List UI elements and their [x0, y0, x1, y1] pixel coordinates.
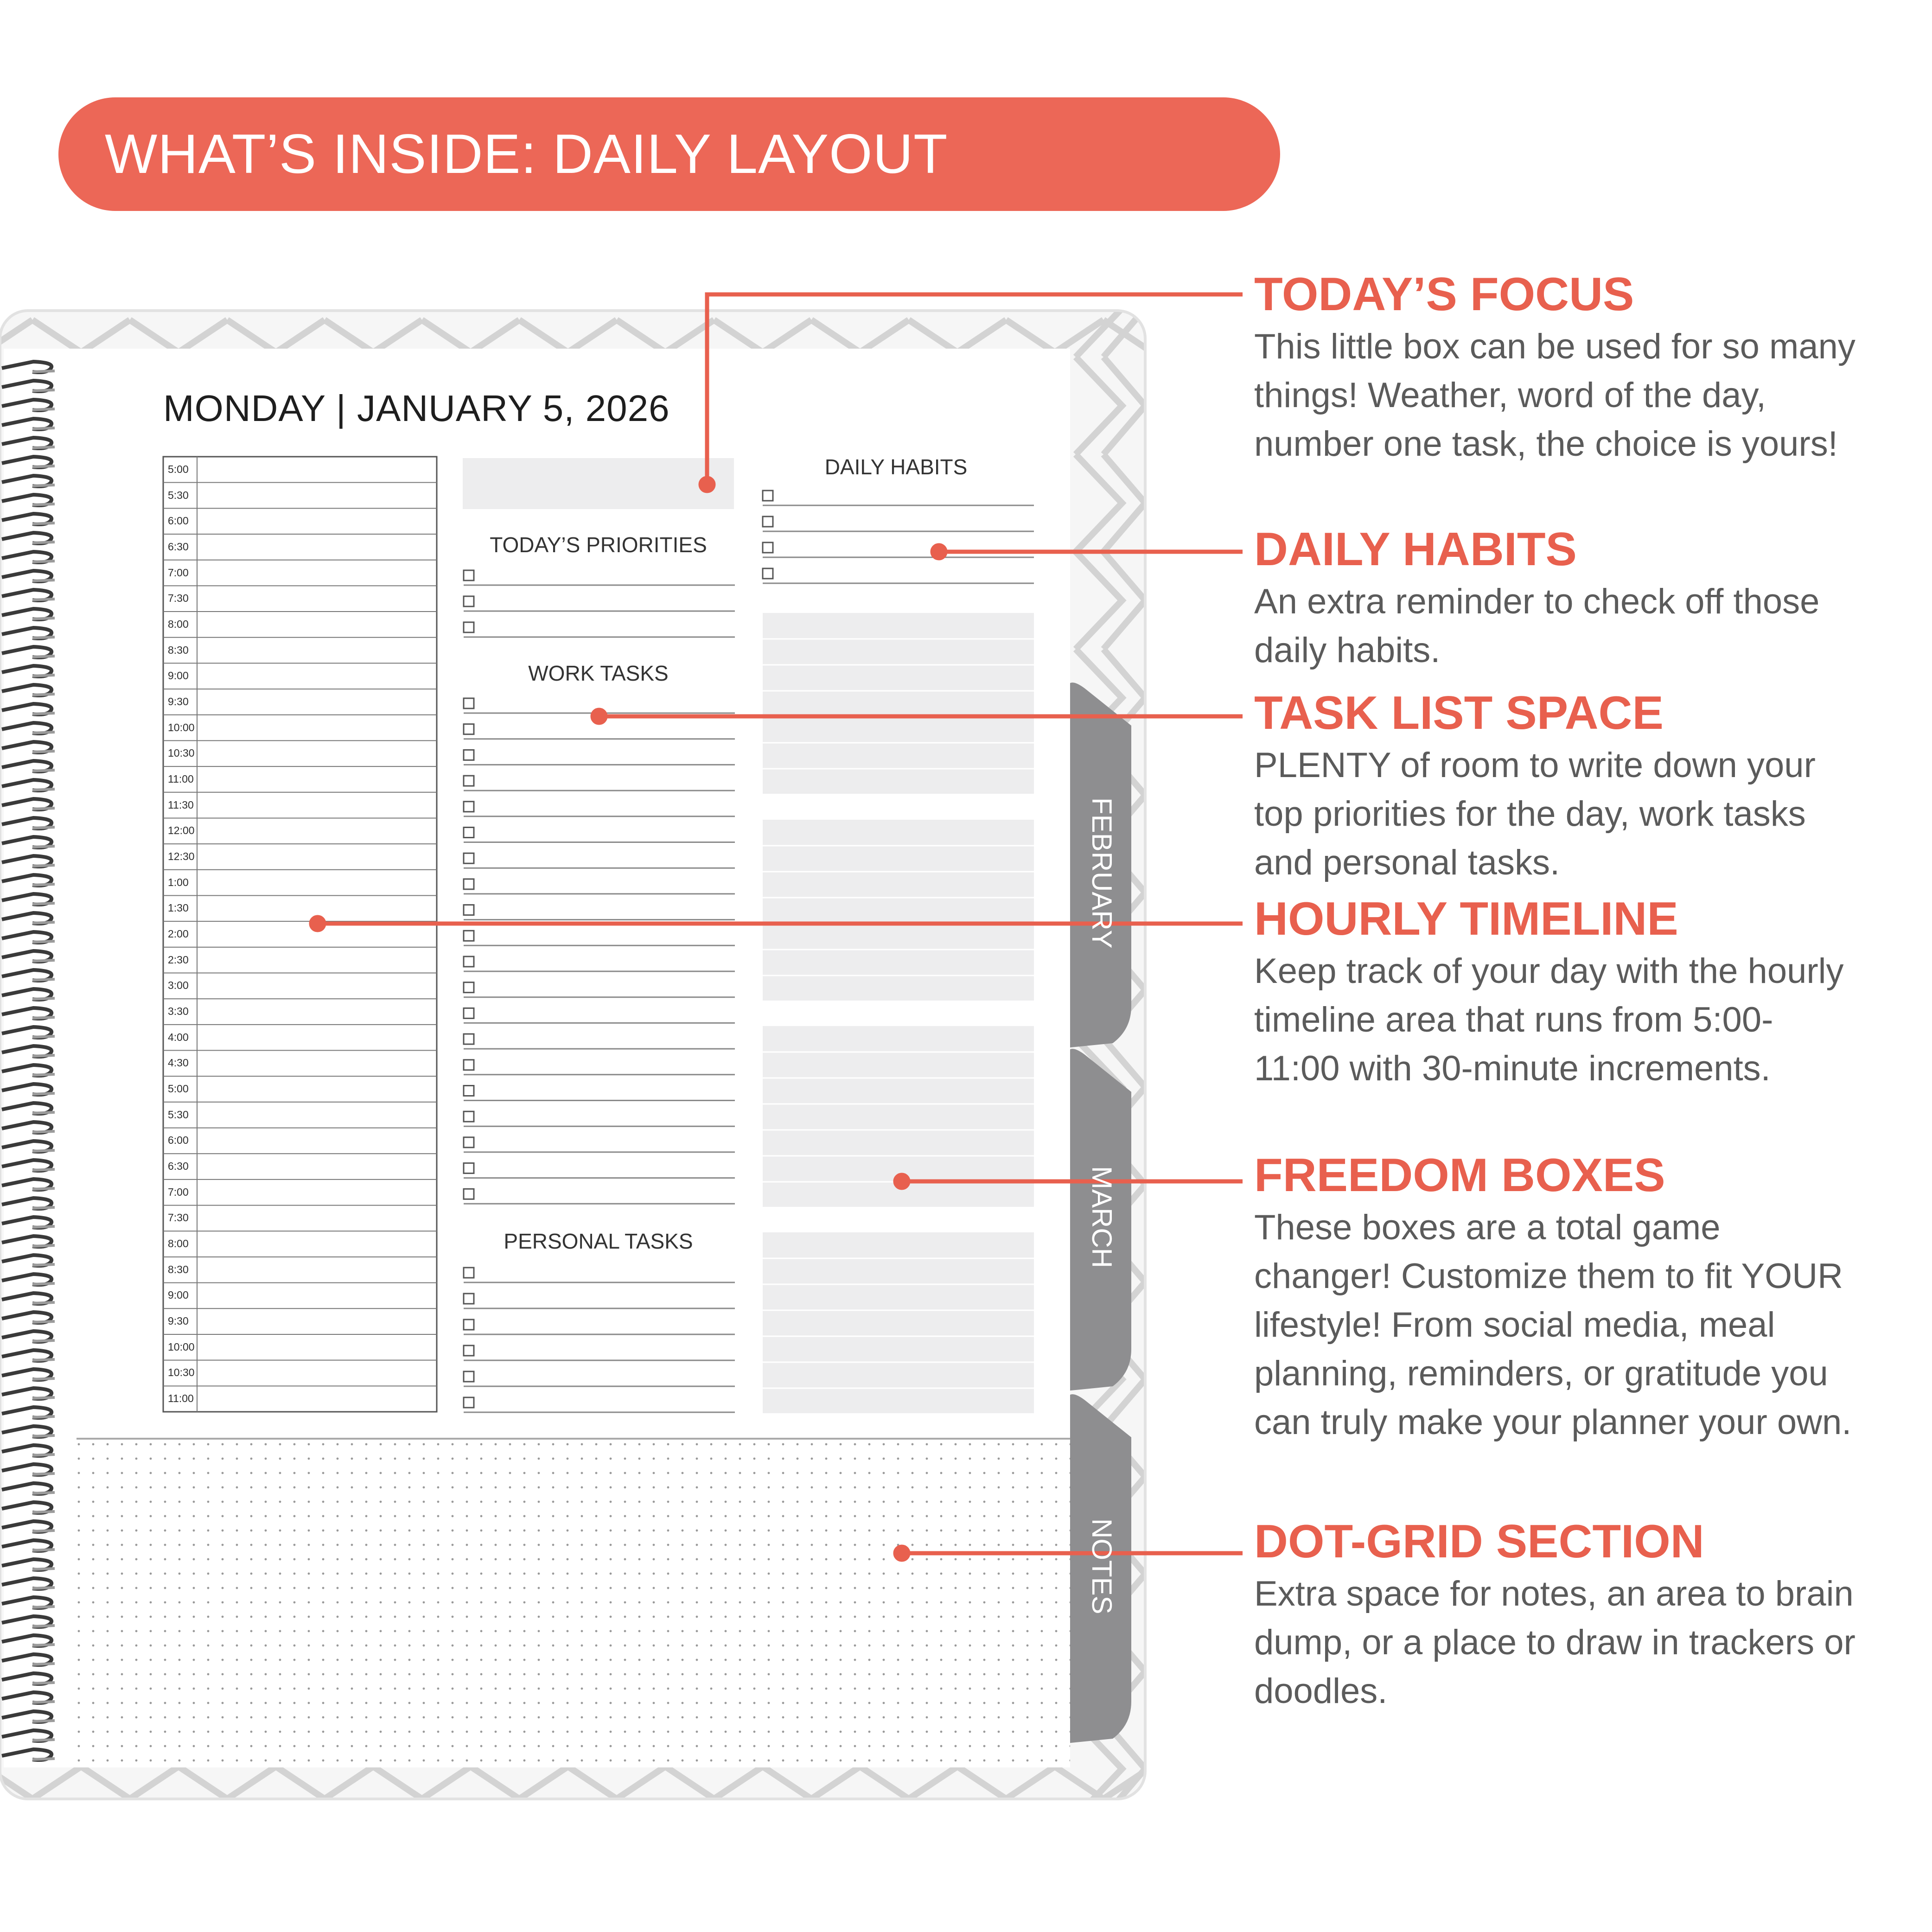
callout-heading: DAILY HABITS — [1254, 523, 1577, 575]
tab-notes[interactable]: NOTES — [1086, 1518, 1117, 1614]
time-label: 9:00 — [168, 670, 189, 682]
time-label: 7:30 — [168, 592, 189, 605]
callout-task-list-space — [1254, 685, 1857, 887]
callout-body: An extra reminder to check off those daily habits. — [1254, 582, 1820, 670]
time-label: 1:30 — [168, 902, 189, 914]
time-label: 7:30 — [168, 1211, 189, 1224]
time-label: 8:00 — [168, 618, 189, 630]
time-label: 5:30 — [168, 1108, 189, 1121]
callout-heading: DOT-GRID SECTION — [1254, 1516, 1704, 1568]
time-label: 5:00 — [168, 463, 189, 475]
time-label: 5:30 — [168, 489, 189, 501]
callout-freedom-boxes — [1254, 1148, 1857, 1447]
time-label: 9:00 — [168, 1289, 189, 1301]
callout-hourly-timeline — [1254, 891, 1857, 1093]
time-label: 12:00 — [168, 824, 195, 837]
time-label: 11:00 — [168, 772, 194, 785]
callout-daily-habits — [1254, 522, 1857, 675]
tab-february[interactable]: FEBRUARY — [1086, 797, 1117, 949]
time-label: 7:00 — [168, 1186, 189, 1198]
time-label: 6:30 — [168, 1160, 189, 1173]
freedom-box — [763, 820, 1034, 1001]
daily-habits-heading: DAILY HABITS — [824, 455, 968, 479]
time-label: 2:30 — [168, 953, 189, 966]
callout-body: This little box can be used for so many things! Weather, word of the day, number one task, the choice is yours! — [1254, 327, 1855, 464]
callout-heading: HOURLY TIMELINE — [1254, 893, 1678, 945]
tab-march[interactable]: MARCH — [1086, 1166, 1117, 1268]
time-label: 10:00 — [168, 1340, 195, 1353]
time-label: 9:30 — [168, 695, 189, 708]
callout-body: These boxes are a total game changer! Customize them to fit YOUR lifestyle! From social media, meal planning, reminders, or gratitude you can truly make your planner your own. — [1254, 1208, 1852, 1442]
dot-grid-section — [77, 1442, 1070, 1766]
freedom-box — [763, 613, 1034, 794]
todays-focus-box — [463, 458, 734, 509]
time-label: 10:30 — [168, 1366, 195, 1379]
hourly-timeline — [163, 457, 437, 1412]
callout-body: Keep track of your day with the hourly timeline area that runs from 5:00-11:00 with 30-minute increments. — [1254, 951, 1844, 1088]
time-label: 1:00 — [168, 876, 189, 888]
time-label: 12:30 — [168, 850, 195, 862]
callout-todays-focus — [1254, 267, 1857, 468]
time-label: 11:00 — [168, 1392, 194, 1405]
time-label: 5:00 — [168, 1083, 189, 1095]
time-label: 8:30 — [168, 1263, 189, 1275]
time-label: 6:30 — [168, 540, 189, 553]
callout-body: Extra space for notes, an area to brain dump, or a place to draw in trackers or doodles. — [1254, 1574, 1855, 1711]
time-label: 11:30 — [168, 798, 194, 811]
time-label: 8:00 — [168, 1237, 189, 1250]
time-label: 7:00 — [168, 566, 189, 579]
time-label: 3:30 — [168, 1005, 189, 1018]
date-title: MONDAY | JANUARY 5, 2026 — [163, 388, 670, 429]
time-label: 6:00 — [168, 1134, 189, 1147]
callout-heading: FREEDOM BOXES — [1254, 1149, 1665, 1201]
time-label: 4:00 — [168, 1031, 189, 1043]
time-label: 6:00 — [168, 515, 189, 527]
priorities-heading: TODAY’S PRIORITIES — [490, 533, 707, 557]
callout-dot-grid-section — [1254, 1514, 1857, 1715]
freedom-box — [763, 1232, 1034, 1413]
banner-title: WHAT’S INSIDE: DAILY LAYOUT — [105, 123, 948, 185]
work-tasks-heading: WORK TASKS — [528, 661, 669, 685]
personal-tasks-heading: PERSONAL TASKS — [504, 1229, 693, 1253]
time-label: 8:30 — [168, 644, 189, 656]
time-label: 9:30 — [168, 1315, 189, 1327]
callout-heading: TODAY’S FOCUS — [1254, 268, 1634, 320]
time-label: 10:30 — [168, 747, 195, 759]
callout-heading: TASK LIST SPACE — [1254, 687, 1664, 739]
time-label: 2:00 — [168, 928, 189, 940]
time-label: 3:00 — [168, 979, 189, 992]
time-label: 10:00 — [168, 721, 195, 733]
callout-body: PLENTY of room to write down your top priorities for the day, work tasks and personal tasks. — [1254, 746, 1816, 882]
time-label: 4:30 — [168, 1057, 189, 1069]
